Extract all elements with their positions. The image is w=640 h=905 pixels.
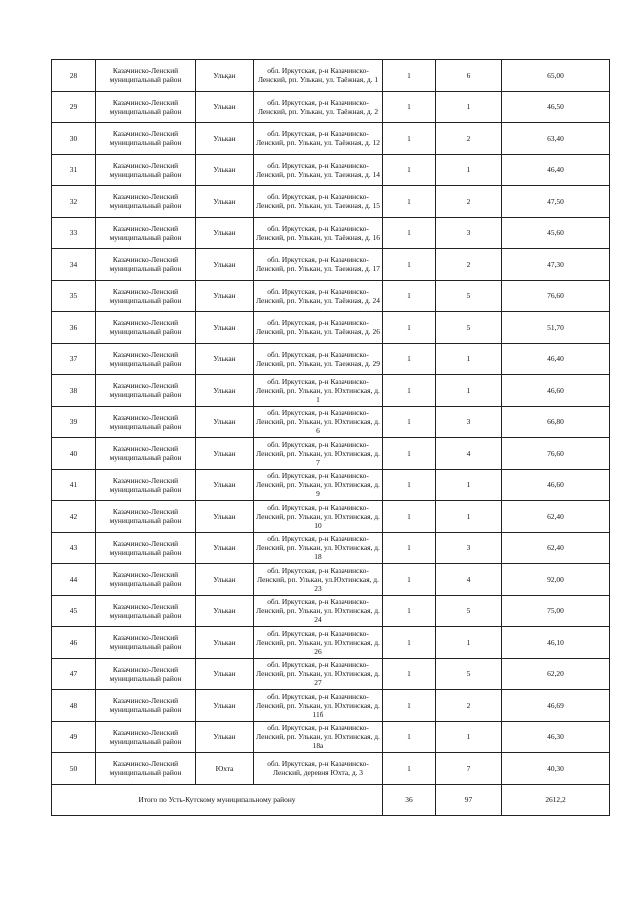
- address-cell: обл. Иркутская, р-н Казачинско-Ленский, рп. Улькан, ул.Юхтинская, д. 23: [254, 564, 383, 596]
- area-cell: 51,70: [502, 312, 610, 344]
- total-count-a: 36: [383, 784, 436, 815]
- locality-cell: Улькан: [196, 91, 254, 123]
- count-b-cell: 2: [436, 123, 502, 155]
- area-cell: 62,20: [502, 658, 610, 690]
- row-number: 46: [52, 627, 96, 659]
- count-a-cell: 1: [383, 595, 436, 627]
- row-number: 41: [52, 469, 96, 501]
- count-a-cell: 1: [383, 753, 436, 785]
- table-row: [52, 312, 610, 344]
- table-row: [52, 438, 610, 470]
- municipality-cell: Казачинско-Ленский муниципальный район: [96, 627, 196, 659]
- municipality-cell: Казачинско-Ленский муниципальный район: [96, 469, 196, 501]
- count-b-cell: 1: [436, 375, 502, 407]
- area-cell: 63,40: [502, 123, 610, 155]
- count-b-cell: 3: [436, 532, 502, 564]
- count-a-cell: 1: [383, 343, 436, 375]
- table-row: [52, 154, 610, 186]
- total-label: Итого по Усть-Кутскому муниципальному району: [52, 784, 383, 815]
- count-a-cell: 1: [383, 280, 436, 312]
- table-row: [52, 564, 610, 596]
- municipality-cell: Казачинско-Ленский муниципальный район: [96, 406, 196, 438]
- area-cell: 65,00: [502, 60, 610, 92]
- count-b-cell: 2: [436, 690, 502, 722]
- locality-cell: Улькан: [196, 154, 254, 186]
- locality-cell: Улькан: [196, 249, 254, 281]
- table-row: [52, 627, 610, 659]
- area-cell: 46,60: [502, 375, 610, 407]
- count-a-cell: 1: [383, 627, 436, 659]
- row-number: 44: [52, 564, 96, 596]
- municipality-cell: Казачинско-Ленский муниципальный район: [96, 564, 196, 596]
- locality-cell: Улькан: [196, 186, 254, 218]
- count-a-cell: 1: [383, 658, 436, 690]
- locality-cell: Улькан: [196, 501, 254, 533]
- row-number: 36: [52, 312, 96, 344]
- address-cell: обл. Иркутская, р-н Казачинско-Ленский, рп. Улькан, ул. Юхтинская, д. 26: [254, 627, 383, 659]
- count-a-cell: 1: [383, 406, 436, 438]
- address-cell: обл. Иркутская, р-н Казачинско-Ленский, рп. Улькан, ул. Таежная, д. 29: [254, 343, 383, 375]
- address-cell: обл. Иркутская, р-н Казачинско-Ленский, рп. Улькан, ул. Юхтинская, д. 18: [254, 532, 383, 564]
- row-number: 30: [52, 123, 96, 155]
- area-cell: 66,80: [502, 406, 610, 438]
- locality-cell: Улькан: [196, 690, 254, 722]
- table-row: [52, 217, 610, 249]
- row-number: 34: [52, 249, 96, 281]
- total-row: [52, 784, 610, 815]
- municipality-cell: Казачинско-Ленский муниципальный район: [96, 312, 196, 344]
- locality-cell: Улькан: [196, 658, 254, 690]
- area-cell: 45,60: [502, 217, 610, 249]
- table-row: [52, 595, 610, 627]
- count-b-cell: 2: [436, 249, 502, 281]
- count-b-cell: 5: [436, 658, 502, 690]
- count-a-cell: 1: [383, 721, 436, 753]
- address-cell: обл. Иркутская, р-н Казачинско-Ленский, рп. Улькан, ул. Юхтинская, д. 11б: [254, 690, 383, 722]
- count-b-cell: 1: [436, 627, 502, 659]
- locality-cell: Улькан: [196, 217, 254, 249]
- locality-cell: Улькан: [196, 469, 254, 501]
- table-row: [52, 375, 610, 407]
- locality-cell: Улькан: [196, 595, 254, 627]
- table-body: [52, 60, 610, 785]
- count-b-cell: 1: [436, 91, 502, 123]
- count-b-cell: 1: [436, 721, 502, 753]
- area-cell: 46,10: [502, 627, 610, 659]
- locality-cell: Улькан: [196, 721, 254, 753]
- municipality-cell: Казачинско-Ленский муниципальный район: [96, 690, 196, 722]
- table-row: [52, 406, 610, 438]
- count-b-cell: 4: [436, 438, 502, 470]
- row-number: 50: [52, 753, 96, 785]
- address-cell: обл. Иркутская, р-н Казачинско-Ленский, рп. Улькан, ул. Таёжная, д. 26: [254, 312, 383, 344]
- row-number: 32: [52, 186, 96, 218]
- row-number: 38: [52, 375, 96, 407]
- count-a-cell: 1: [383, 154, 436, 186]
- count-b-cell: 6: [436, 60, 502, 92]
- table-row: [52, 186, 610, 218]
- table-row: [52, 501, 610, 533]
- area-cell: 46,60: [502, 469, 610, 501]
- municipality-cell: Казачинско-Ленский муниципальный район: [96, 595, 196, 627]
- row-number: 42: [52, 501, 96, 533]
- municipality-cell: Казачинско-Ленский муниципальный район: [96, 123, 196, 155]
- address-cell: обл. Иркутская, р-н Казачинско-Ленский, рп. Улькан, ул. Юхтинская, д. 24: [254, 595, 383, 627]
- count-b-cell: 3: [436, 217, 502, 249]
- table-row: [52, 690, 610, 722]
- count-b-cell: 1: [436, 154, 502, 186]
- row-number: 45: [52, 595, 96, 627]
- table-row: [52, 658, 610, 690]
- address-cell: обл. Иркутская, р-н Казачинско-Ленский, деревня Юхта, д. 3: [254, 753, 383, 785]
- count-a-cell: 1: [383, 217, 436, 249]
- row-number: 35: [52, 280, 96, 312]
- municipality-cell: Казачинско-Ленский муниципальный район: [96, 501, 196, 533]
- address-cell: обл. Иркутская, р-н Казачинско-Ленский, рп. Улькан, ул. Таёжная, д. 24: [254, 280, 383, 312]
- address-cell: обл. Иркутская, р-н Казачинско-Ленский, рп. Улькан, ул. Таёжная, д. 2: [254, 91, 383, 123]
- municipality-cell: Казачинско-Ленский муниципальный район: [96, 343, 196, 375]
- address-cell: обл. Иркутская, р-н Казачинско-Ленский, рп. Улькан, ул. Юхтинская, д. 6: [254, 406, 383, 438]
- count-a-cell: 1: [383, 249, 436, 281]
- count-a-cell: 1: [383, 469, 436, 501]
- locality-cell: Улькан: [196, 375, 254, 407]
- municipality-cell: Казачинско-Ленский муниципальный район: [96, 280, 196, 312]
- municipality-cell: Казачинско-Ленский муниципальный район: [96, 658, 196, 690]
- area-cell: 46,69: [502, 690, 610, 722]
- count-a-cell: 1: [383, 438, 436, 470]
- count-b-cell: 1: [436, 343, 502, 375]
- municipality-cell: Казачинско-Ленский муниципальный район: [96, 217, 196, 249]
- area-cell: 62,40: [502, 532, 610, 564]
- area-cell: 76,60: [502, 280, 610, 312]
- row-number: 40: [52, 438, 96, 470]
- locality-cell: Ульқан: [196, 60, 254, 92]
- municipality-cell: Казачинско-Ленский муниципальный район: [96, 154, 196, 186]
- row-number: 28: [52, 60, 96, 92]
- data-table: [51, 59, 610, 816]
- municipality-cell: Казачинско-Ленский муниципальный район: [96, 60, 196, 92]
- locality-cell: Улькан: [196, 123, 254, 155]
- address-cell: обл. Иркутская, р-н Казачинско-Ленский, рп. Улькан, ул. Таежная, д. 15: [254, 186, 383, 218]
- locality-cell: Улькан: [196, 280, 254, 312]
- locality-cell: Юхта: [196, 753, 254, 785]
- area-cell: 46,50: [502, 91, 610, 123]
- table-row: [52, 753, 610, 785]
- count-a-cell: 1: [383, 532, 436, 564]
- address-cell: обл. Иркутская, р-н Казачинско-Ленский, рп. Улькан, ул. Юхтинская, д. 10: [254, 501, 383, 533]
- table-row: [52, 60, 610, 92]
- row-number: 37: [52, 343, 96, 375]
- address-cell: обл. Иркутская, р-н Казачинско-Ленский, рп. Улькан, ул. Юхтинская, д. 18а: [254, 721, 383, 753]
- locality-cell: Улькан: [196, 343, 254, 375]
- count-a-cell: 1: [383, 564, 436, 596]
- count-a-cell: 1: [383, 501, 436, 533]
- area-cell: 75,00: [502, 595, 610, 627]
- row-number: 39: [52, 406, 96, 438]
- count-a-cell: 1: [383, 91, 436, 123]
- table-row: [52, 469, 610, 501]
- locality-cell: Улькан: [196, 532, 254, 564]
- total-count-b: 97: [436, 784, 502, 815]
- address-cell: обл. Иркутская, р-н Казачинско-Ленский, рп. Улькан, ул. Юхтинская, д. 9: [254, 469, 383, 501]
- address-cell: обл. Иркутская, р-н Казачинско-Ленский, рп. Улькан, ул. Таежная, д. 17: [254, 249, 383, 281]
- row-number: 31: [52, 154, 96, 186]
- area-cell: 46,40: [502, 154, 610, 186]
- locality-cell: Улькан: [196, 627, 254, 659]
- row-number: 49: [52, 721, 96, 753]
- table-row: [52, 249, 610, 281]
- municipality-cell: Казачинско-Ленский муниципальный район: [96, 721, 196, 753]
- municipality-cell: Казачинско-Ленский муниципальный район: [96, 438, 196, 470]
- area-cell: 47,50: [502, 186, 610, 218]
- area-cell: 92,00: [502, 564, 610, 596]
- count-a-cell: 1: [383, 186, 436, 218]
- area-cell: 46,40: [502, 343, 610, 375]
- row-number: 47: [52, 658, 96, 690]
- count-b-cell: 7: [436, 753, 502, 785]
- table-row: [52, 91, 610, 123]
- locality-cell: Улькан: [196, 406, 254, 438]
- row-number: 33: [52, 217, 96, 249]
- locality-cell: Улькан: [196, 312, 254, 344]
- count-b-cell: 5: [436, 312, 502, 344]
- table-row: [52, 123, 610, 155]
- row-number: 48: [52, 690, 96, 722]
- area-cell: 62,40: [502, 501, 610, 533]
- area-cell: 76,60: [502, 438, 610, 470]
- count-a-cell: 1: [383, 375, 436, 407]
- table-row: [52, 343, 610, 375]
- municipality-cell: Казачинско-Ленский муниципальный район: [96, 375, 196, 407]
- address-cell: обл. Иркутская, р-н Казачинско-Ленский, рп. Улькан, ул. Таёжная, д. 12: [254, 123, 383, 155]
- count-a-cell: 1: [383, 690, 436, 722]
- count-b-cell: 1: [436, 501, 502, 533]
- address-cell: обл. Иркутская, р-н Казачинско-Ленский, рп. Улькан, ул. Таёжная, д. 1: [254, 60, 383, 92]
- address-cell: обл. Иркутская, р-н Казачинско-Ленский, рп. Улькан, ул. Юхтинская, д. 1: [254, 375, 383, 407]
- row-number: 43: [52, 532, 96, 564]
- count-b-cell: 4: [436, 564, 502, 596]
- address-cell: обл. Иркутская, р-н Казачинско-Ленский, рп. Улькан, ул. Таежная, д. 14: [254, 154, 383, 186]
- municipality-cell: Казачинско-Ленский муниципальный район: [96, 249, 196, 281]
- count-b-cell: 5: [436, 595, 502, 627]
- count-b-cell: 1: [436, 469, 502, 501]
- locality-cell: Улькан: [196, 564, 254, 596]
- address-cell: обл. Иркутская, р-н Казачинско-Ленский, рп. Улькан, ул. Юхтинская, д. 27: [254, 658, 383, 690]
- area-cell: 46,30: [502, 721, 610, 753]
- table-row: [52, 280, 610, 312]
- municipality-cell: Казачинско-Ленский муниципальный район: [96, 532, 196, 564]
- count-b-cell: 3: [436, 406, 502, 438]
- count-b-cell: 2: [436, 186, 502, 218]
- area-cell: 47,30: [502, 249, 610, 281]
- table-row: [52, 532, 610, 564]
- area-cell: 40,30: [502, 753, 610, 785]
- count-a-cell: 1: [383, 60, 436, 92]
- count-a-cell: 1: [383, 312, 436, 344]
- table-row: [52, 721, 610, 753]
- municipality-cell: Казачинско-Ленский муниципальный район: [96, 186, 196, 218]
- locality-cell: Улькан: [196, 438, 254, 470]
- address-cell: обл. Иркутская, р-н Казачинско-Ленский, рп. Улькан, ул. Таёжная, д. 16: [254, 217, 383, 249]
- address-cell: обл. Иркутская, р-н Казачинско-Ленский, рп. Улькан, ул. Юхтинская, д. 7: [254, 438, 383, 470]
- total-area: 2612,2: [502, 784, 610, 815]
- count-b-cell: 5: [436, 280, 502, 312]
- row-number: 29: [52, 91, 96, 123]
- municipality-cell: Казачинско-Ленский муниципальный район: [96, 753, 196, 785]
- municipality-cell: Казачинско-Ленский муниципальный район: [96, 91, 196, 123]
- count-a-cell: 1: [383, 123, 436, 155]
